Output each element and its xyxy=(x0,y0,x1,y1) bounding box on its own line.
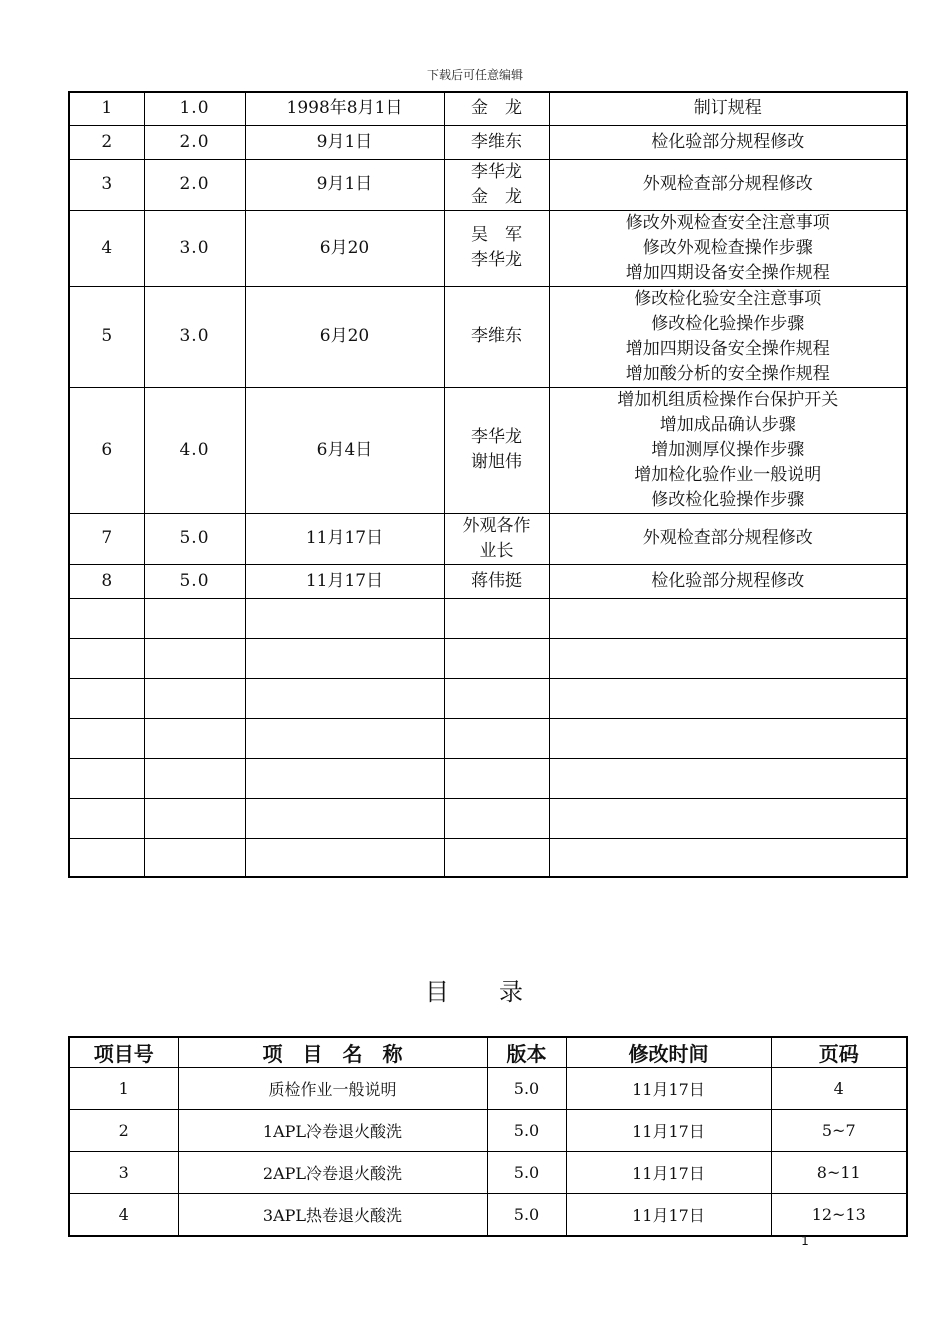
toc-item-no: 4 xyxy=(69,1194,178,1237)
revision-history-table xyxy=(68,91,908,878)
revision-no-cell: 3 xyxy=(69,159,144,210)
empty-cell xyxy=(549,598,907,638)
toc-row xyxy=(69,1068,907,1110)
empty-cell xyxy=(245,598,444,638)
empty-cell xyxy=(444,758,549,798)
change-line: 修改检化验操作步骤 xyxy=(651,313,805,334)
toc-item-pages: 4 xyxy=(771,1068,907,1110)
change-line: 增加测厚仪操作步骤 xyxy=(651,439,805,460)
empty-cell xyxy=(549,798,907,838)
change-line: 检化验部分规程修改 xyxy=(651,131,805,152)
change-line: 增加成品确认步骤 xyxy=(659,414,796,435)
empty-cell xyxy=(69,838,144,877)
revision-no-cell: 2 xyxy=(69,125,144,159)
empty-cell xyxy=(245,798,444,838)
empty-cell xyxy=(444,838,549,877)
empty-cell xyxy=(144,678,245,718)
toc-row xyxy=(69,1110,907,1152)
empty-cell xyxy=(245,838,444,877)
revision-date-cell: 9月1日 xyxy=(245,125,444,159)
revision-row-empty xyxy=(69,798,907,838)
toc-header-row xyxy=(69,1037,907,1068)
revision-row xyxy=(69,387,907,513)
empty-cell xyxy=(69,718,144,758)
empty-cell xyxy=(549,838,907,877)
person-line: 李华龙 xyxy=(471,250,522,270)
empty-cell xyxy=(144,798,245,838)
revision-version-cell: 5.0 xyxy=(144,564,245,598)
toc-item-name: 质检作业一般说明 xyxy=(178,1068,487,1110)
revision-changes-cell xyxy=(549,159,907,210)
empty-cell xyxy=(144,598,245,638)
empty-cell xyxy=(549,758,907,798)
revision-changes-cell xyxy=(549,92,907,125)
person-line: 谢旭伟 xyxy=(471,452,522,472)
empty-cell xyxy=(69,798,144,838)
revision-version-cell: 2.0 xyxy=(144,159,245,210)
revision-version-cell: 4.0 xyxy=(144,387,245,513)
revision-changes-cell xyxy=(549,513,907,564)
toc-header-cell: 项目号 xyxy=(69,1037,178,1068)
revision-row xyxy=(69,92,907,125)
toc-item-no: 1 xyxy=(69,1068,178,1110)
person-line: 李维东 xyxy=(471,326,522,346)
revision-no-cell: 6 xyxy=(69,387,144,513)
revision-row xyxy=(69,564,907,598)
toc-item-date: 11月17日 xyxy=(566,1194,771,1237)
change-line: 增加检化验作业一般说明 xyxy=(634,464,822,485)
toc-header-cell: 版本 xyxy=(487,1037,566,1068)
toc-item-version: 5.0 xyxy=(487,1110,566,1152)
empty-cell xyxy=(444,798,549,838)
page-header-note: 下载后可任意编辑 xyxy=(426,68,523,82)
revision-date-cell: 6月4日 xyxy=(245,387,444,513)
revision-row xyxy=(69,159,907,210)
person-line: 金 龙 xyxy=(471,98,522,119)
toc-item-pages: 8~11 xyxy=(771,1152,907,1194)
toc-title-char: 录 xyxy=(499,978,525,1006)
person-line: 吴 军 xyxy=(471,225,522,245)
revision-people-cell xyxy=(444,210,549,286)
revision-row xyxy=(69,513,907,564)
revision-version-cell: 2.0 xyxy=(144,125,245,159)
change-line: 增加酸分析的安全操作规程 xyxy=(625,363,830,384)
toc-item-pages: 12~13 xyxy=(771,1194,907,1237)
change-line: 增加四期设备安全操作规程 xyxy=(625,338,830,359)
change-line: 增加四期设备安全操作规程 xyxy=(625,262,830,283)
toc-item-no: 2 xyxy=(69,1110,178,1152)
revision-changes-cell xyxy=(549,286,907,387)
empty-cell xyxy=(245,718,444,758)
empty-cell xyxy=(549,718,907,758)
toc-item-version: 5.0 xyxy=(487,1068,566,1110)
revision-row-empty xyxy=(69,678,907,718)
empty-cell xyxy=(144,758,245,798)
revision-date-cell: 6月20 xyxy=(245,286,444,387)
toc-title xyxy=(0,972,950,1007)
revision-row-empty xyxy=(69,598,907,638)
toc-item-date: 11月17日 xyxy=(566,1152,771,1194)
revision-changes-cell xyxy=(549,210,907,286)
empty-cell xyxy=(444,678,549,718)
person-line: 金 龙 xyxy=(471,186,522,207)
revision-no-cell: 7 xyxy=(69,513,144,564)
revision-date-cell: 6月20 xyxy=(245,210,444,286)
revision-changes-cell xyxy=(549,387,907,513)
revision-people-cell xyxy=(444,92,549,125)
revision-no-cell: 1 xyxy=(69,92,144,125)
empty-cell xyxy=(69,678,144,718)
empty-cell xyxy=(245,758,444,798)
change-line: 制订规程 xyxy=(693,98,762,119)
revision-people-cell xyxy=(444,513,549,564)
revision-no-cell: 4 xyxy=(69,210,144,286)
revision-people-cell xyxy=(444,286,549,387)
person-line: 外观各作 xyxy=(462,515,531,536)
toc-item-name: 3APL热卷退火酸洗 xyxy=(178,1194,487,1237)
revision-row-empty xyxy=(69,718,907,758)
empty-cell xyxy=(69,638,144,678)
toc-item-name: 1APL冷卷退火酸洗 xyxy=(178,1110,487,1152)
person-line: 李维东 xyxy=(471,131,522,152)
revision-date-cell: 1998年8月1日 xyxy=(245,92,444,125)
revision-changes-cell xyxy=(549,564,907,598)
toc-header-cell: 页码 xyxy=(771,1037,907,1068)
toc-item-date: 11月17日 xyxy=(566,1068,771,1110)
change-line: 外观检查部分规程修改 xyxy=(642,528,813,548)
toc-header-cell: 修改时间 xyxy=(566,1037,771,1068)
revision-version-cell: 5.0 xyxy=(144,513,245,564)
revision-people-cell xyxy=(444,125,549,159)
change-line: 检化验部分规程修改 xyxy=(651,570,805,591)
toc-title-char: 目 xyxy=(425,978,451,1006)
person-line: 李华龙 xyxy=(471,427,522,447)
person-line: 蒋伟挺 xyxy=(471,570,522,591)
revision-date-cell: 11月17日 xyxy=(245,564,444,598)
toc-header-cell: 项 目 名 称 xyxy=(178,1037,487,1068)
empty-cell xyxy=(245,638,444,678)
revision-no-cell: 8 xyxy=(69,564,144,598)
revision-people-cell xyxy=(444,387,549,513)
empty-cell xyxy=(444,598,549,638)
revision-people-cell xyxy=(444,159,549,210)
empty-cell xyxy=(444,718,549,758)
change-line: 外观检查部分规程修改 xyxy=(642,174,813,194)
change-line: 修改外观检查操作步骤 xyxy=(642,237,813,258)
revision-changes-cell xyxy=(549,125,907,159)
toc-row xyxy=(69,1152,907,1194)
revision-people-cell xyxy=(444,564,549,598)
revision-row-empty xyxy=(69,758,907,798)
empty-cell xyxy=(245,678,444,718)
page-number: 1 xyxy=(801,1234,809,1248)
empty-cell xyxy=(144,638,245,678)
person-line: 业长 xyxy=(479,540,514,561)
table-of-contents xyxy=(68,1036,908,1237)
empty-cell xyxy=(144,718,245,758)
revision-row xyxy=(69,125,907,159)
toc-item-pages: 5~7 xyxy=(771,1110,907,1152)
toc-row xyxy=(69,1194,907,1237)
revision-version-cell: 1.0 xyxy=(144,92,245,125)
revision-date-cell: 11月17日 xyxy=(245,513,444,564)
toc-item-version: 5.0 xyxy=(487,1152,566,1194)
toc-item-no: 3 xyxy=(69,1152,178,1194)
empty-cell xyxy=(144,838,245,877)
empty-cell xyxy=(444,638,549,678)
revision-no-cell: 5 xyxy=(69,286,144,387)
toc-item-version: 5.0 xyxy=(487,1194,566,1237)
empty-cell xyxy=(549,638,907,678)
change-line: 修改外观检查安全注意事项 xyxy=(625,212,830,233)
revision-row-empty xyxy=(69,838,907,877)
revision-date-cell: 9月1日 xyxy=(245,159,444,210)
empty-cell xyxy=(69,598,144,638)
change-line: 修改检化验操作步骤 xyxy=(651,489,805,510)
toc-item-name: 2APL冷卷退火酸洗 xyxy=(178,1152,487,1194)
person-line: 李华龙 xyxy=(471,161,522,182)
revision-row xyxy=(69,286,907,387)
empty-cell xyxy=(69,758,144,798)
change-line: 修改检化验安全注意事项 xyxy=(634,288,822,309)
revision-row-empty xyxy=(69,638,907,678)
revision-version-cell: 3.0 xyxy=(144,286,245,387)
empty-cell xyxy=(549,678,907,718)
revision-version-cell: 3.0 xyxy=(144,210,245,286)
toc-item-date: 11月17日 xyxy=(566,1110,771,1152)
revision-row xyxy=(69,210,907,286)
change-line: 增加机组质检操作台保护开关 xyxy=(617,389,839,410)
